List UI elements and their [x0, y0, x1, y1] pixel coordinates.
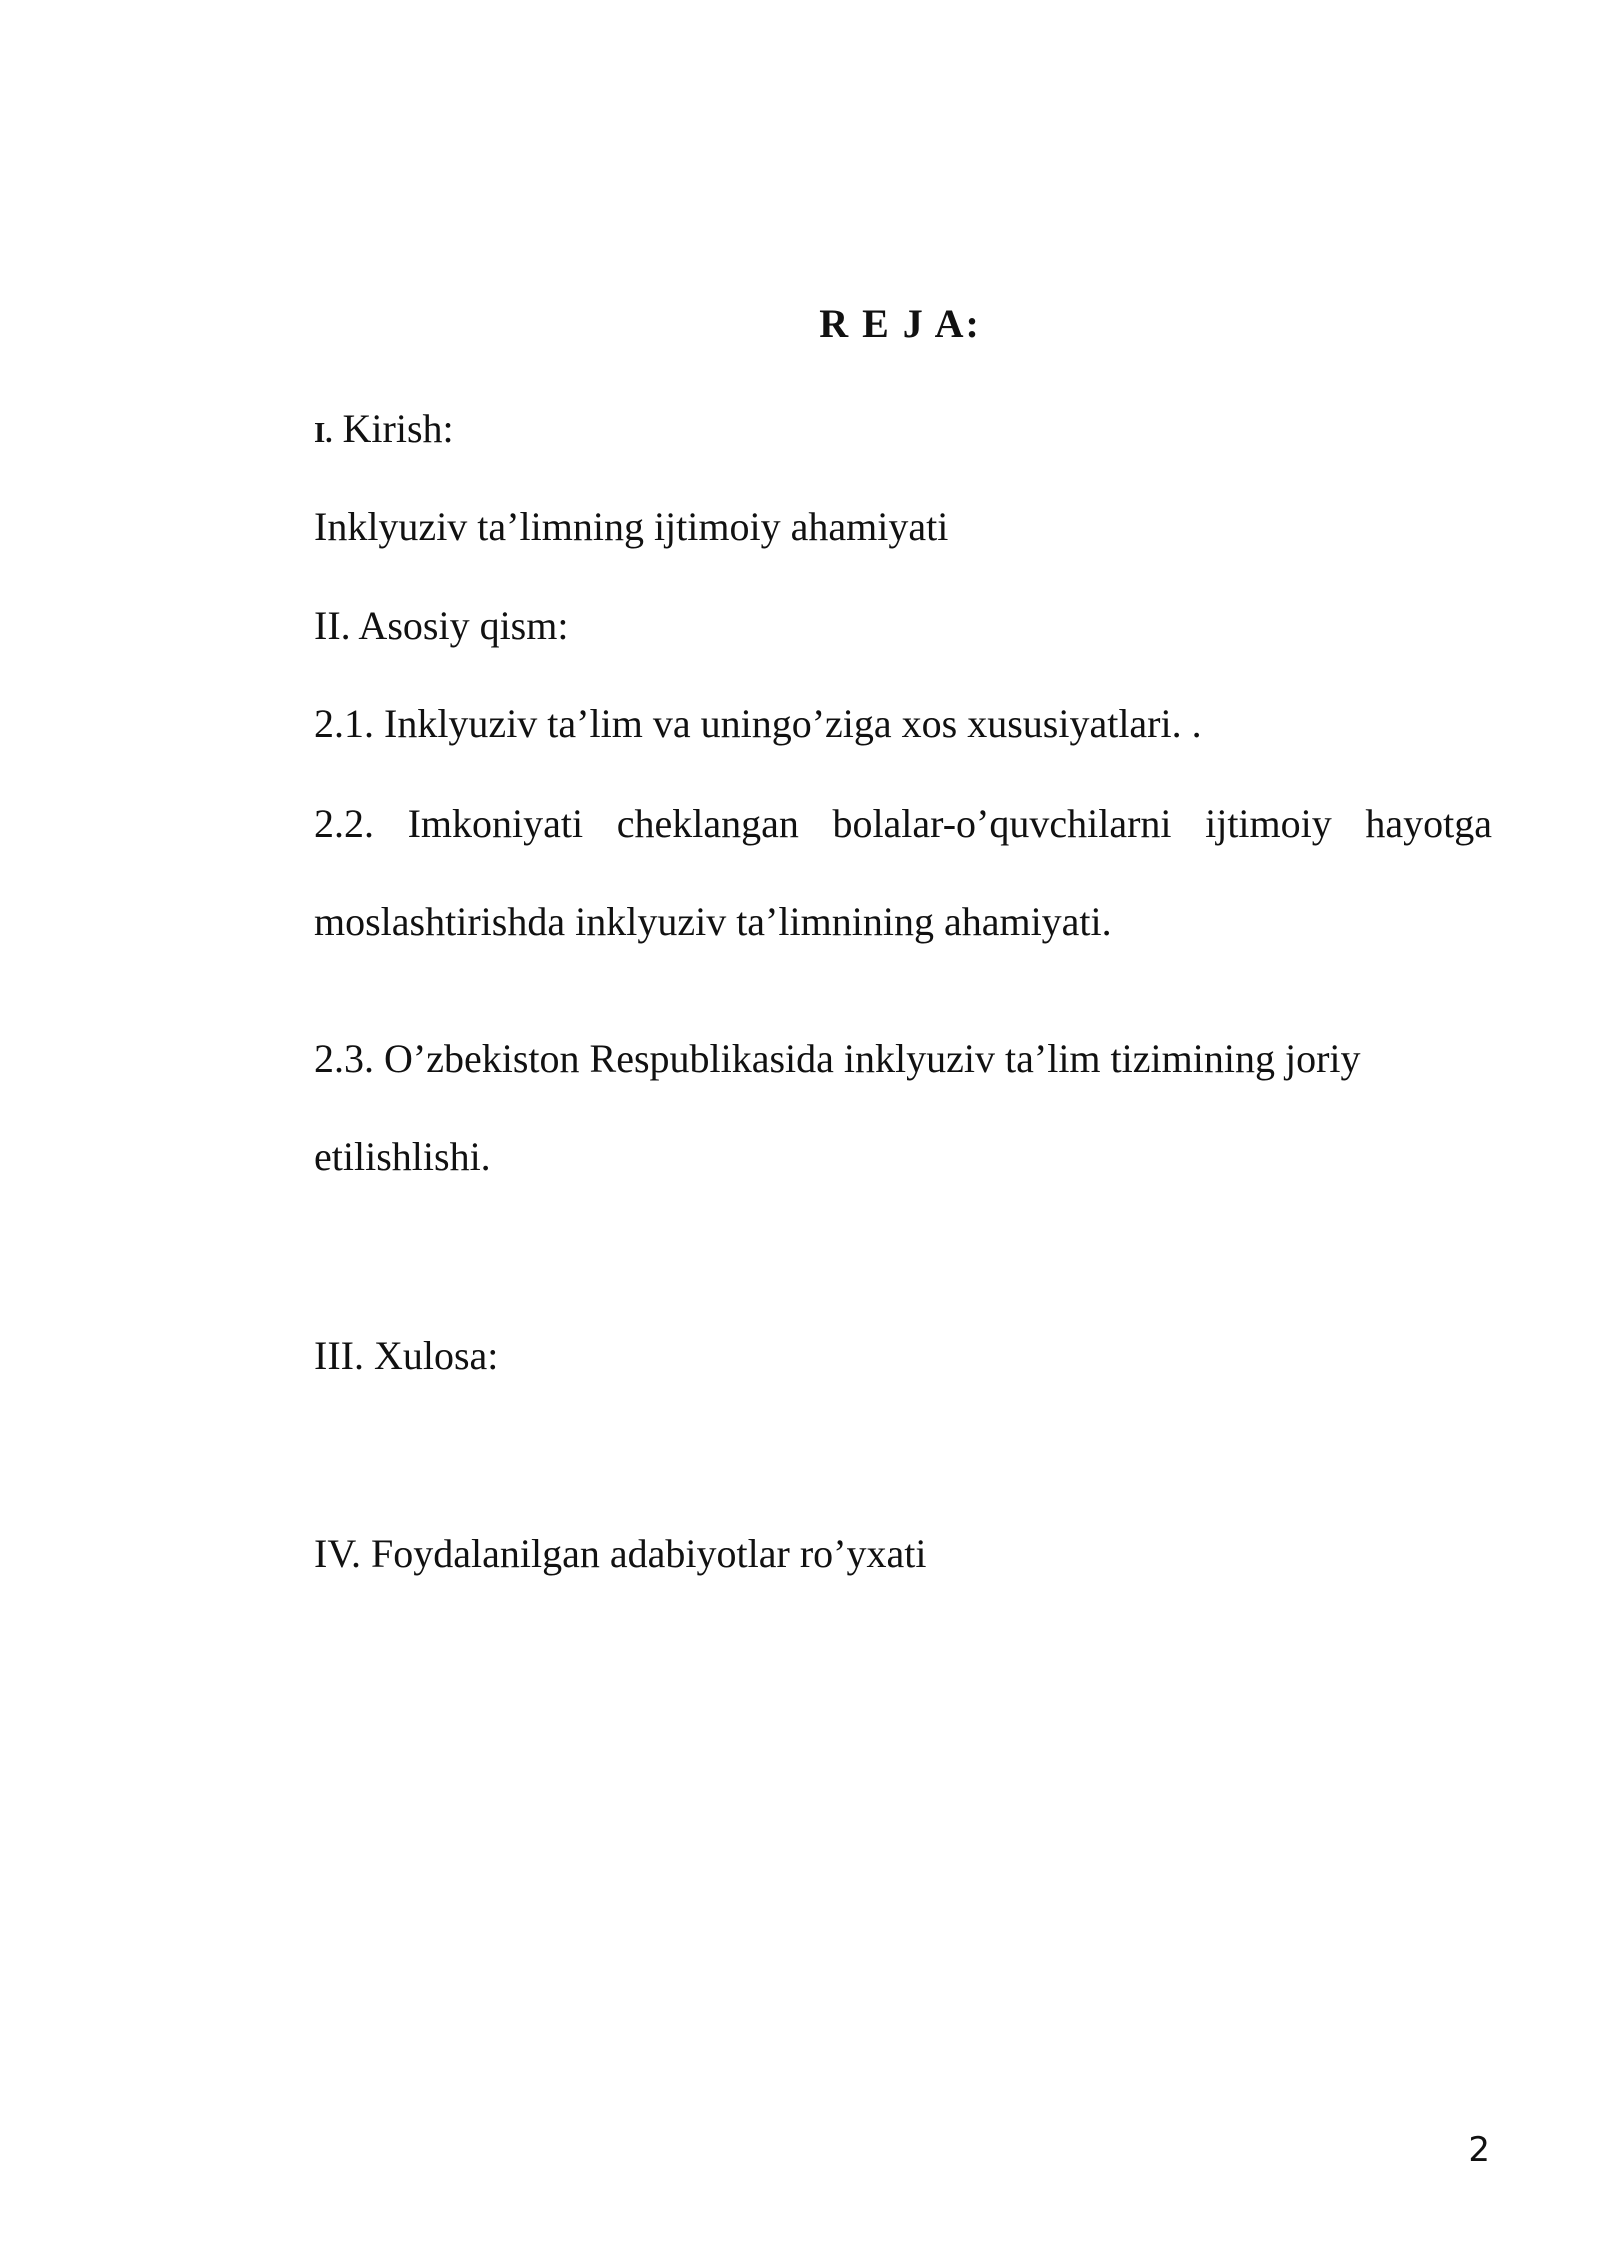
item-2-1: 2.1. Inklyuziv ta’lim va uningo’ziga xos xususiyatlari. .: [314, 701, 1202, 746]
item-2-3-line2: etilishlishi.: [314, 1134, 491, 1179]
intro-subtitle: Inklyuziv ta’limning ijtimoiy ahamiyati: [314, 504, 949, 549]
intro-label: Kirish:: [332, 406, 454, 451]
references-heading: IV. Foydalanilgan adabiyotlar ro’yxati: [314, 1531, 927, 1576]
page-number: 2: [1468, 2130, 1490, 2170]
conclusion-heading: III. Xulosa:: [314, 1333, 499, 1378]
main-part-heading: II. Asosiy qism:: [314, 603, 569, 648]
item-2-2-line2: moslashtirishda inklyuziv ta’limnining ahamiyati.: [314, 899, 1112, 944]
intro-number: I.: [314, 417, 333, 449]
item-2-3-line1: 2.3. O’zbekiston Respublikasida inklyuziv ta’lim tizimining joriy: [314, 1036, 1361, 1081]
plan-heading: R E J A:: [819, 301, 981, 346]
intro-line: [314, 405, 454, 457]
item-2-2-line1: 2.2. Imkoniyati cheklangan bolalar-o’quvchilarni ijtimoiy hayotga: [314, 801, 1492, 846]
